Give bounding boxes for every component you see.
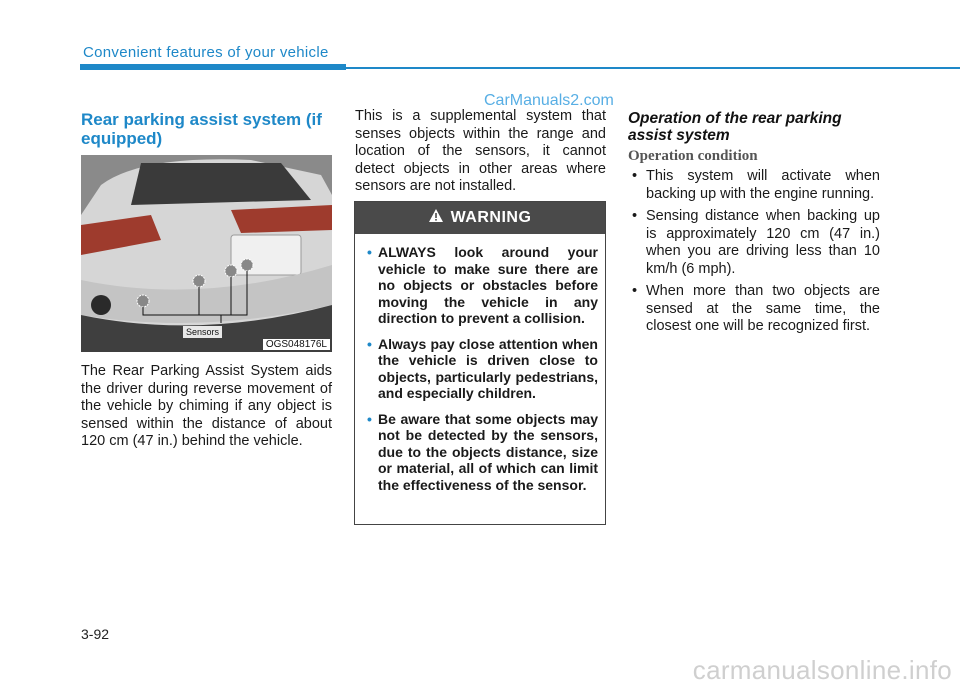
section-title: Rear parking assist system (if equipped) <box>81 110 322 148</box>
warning-item: • Be aware that some objects may not be detected by the sensors, due to the objects distance, size or material, all of which can limit the effectiveness of the sensor. <box>367 410 598 493</box>
operation-list <box>628 168 880 341</box>
warning-box <box>354 201 606 525</box>
operation-item: • Sensing distance when backing up is approximately 120 cm (47 in.) when you are driving less than 10 km/h (6 mph). <box>632 208 880 277</box>
warning-triangle-icon <box>429 209 443 227</box>
operation-item: • When more than two objects are sensed at the same time, the closest one will be recognized first. <box>632 283 880 334</box>
operation-item: • This system will activate when backing up with the engine running. <box>632 168 880 202</box>
watermark-footer: carmanualsonline.info <box>692 655 952 685</box>
warning-heading: WARNING <box>450 209 532 226</box>
warning-header <box>355 202 605 234</box>
rear-bumper-figure <box>81 155 332 352</box>
intro-paragraph: The Rear Parking Assist System aids the driver during reverse movement of the vehicle by chiming if any object is sensed within the distance of about 120 cm (47 in.) behind the vehicle. <box>81 363 332 449</box>
operation-title: Operation of the rear parking assist system <box>628 110 842 144</box>
bullet-icon: • <box>632 283 638 299</box>
page-number: 3-92 <box>81 626 110 642</box>
supplemental-paragraph: This is a supplemental system that senses objects within the range and location of the sensors, it cannot detect objects in other areas where sensors are not installed. <box>355 108 606 194</box>
bullet-icon: • <box>632 168 638 184</box>
figure-callout-sensors: Sensors <box>183 326 222 338</box>
warning-list <box>355 234 605 493</box>
header-rule-accent <box>80 64 346 70</box>
warning-item: • Always pay close attention when the vehicle is driven close to objects, particularly pedestrians, and especially children. <box>367 335 598 401</box>
bullet-icon: • <box>367 244 372 260</box>
warning-item: • ALWAYS look around your vehicle to make sure there are no objects or obstacles before moving the vehicle in any direction to prevent a collision. <box>367 244 598 326</box>
operation-subtitle: Operation condition <box>628 148 758 164</box>
header-rule-line <box>346 67 960 69</box>
bullet-icon: • <box>632 208 638 224</box>
section-header-label: Convenient features of your vehicle <box>83 44 329 61</box>
bullet-icon: • <box>367 410 372 427</box>
vehicle-rear-illustration <box>81 155 332 352</box>
watermark-link[interactable]: CarManuals2.com <box>484 92 614 109</box>
bullet-icon: • <box>367 335 372 352</box>
figure-code: OGS048176L <box>263 339 330 350</box>
